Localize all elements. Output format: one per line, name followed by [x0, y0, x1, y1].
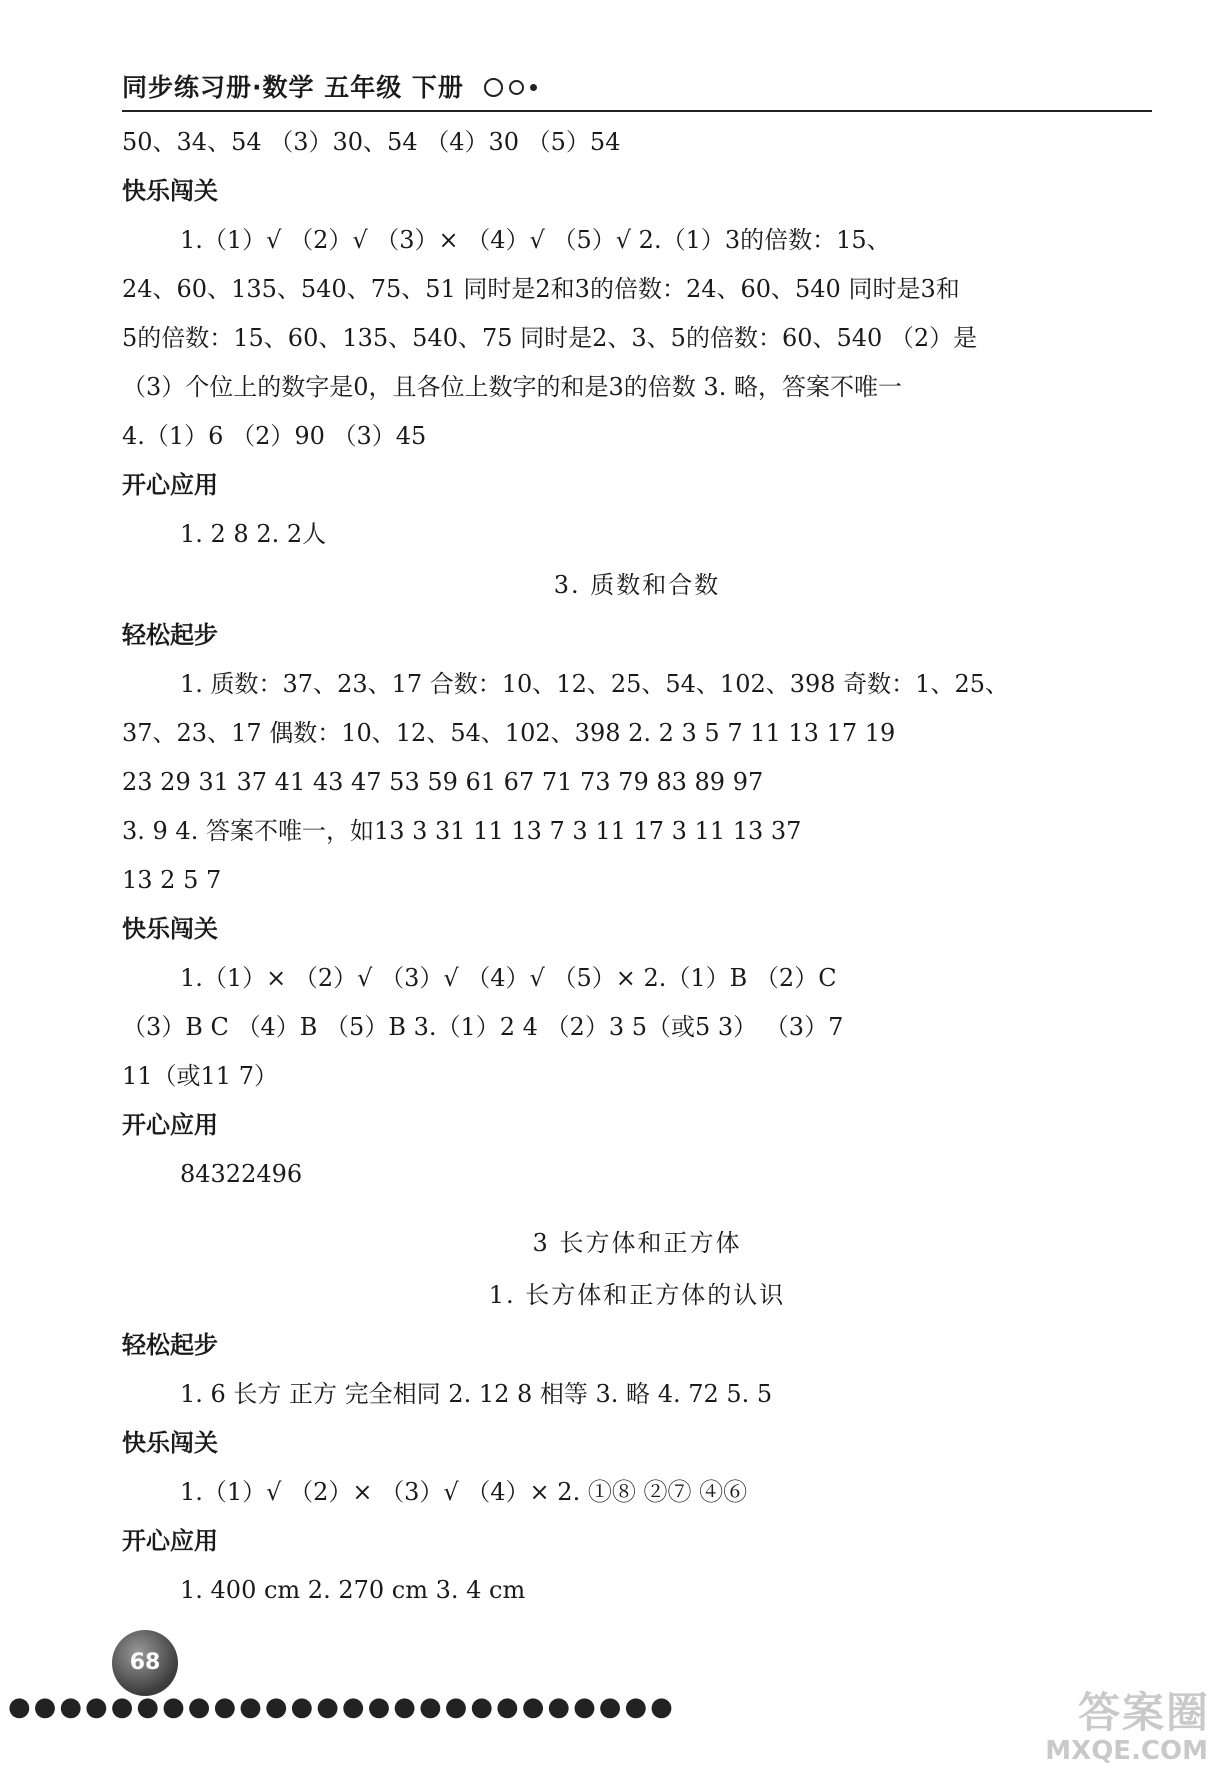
answer-line: 50、34、54 （3）30、54 （4）30 （5）54 [122, 128, 621, 156]
answer-line: 1. 6 长方 正方 完全相同 2. 12 8 相等 3. 略 4. 72 5. 5 [180, 1380, 773, 1408]
section-heading: 轻松起步 [122, 621, 218, 649]
answer-line: 1.（1）√ （2）× （3）√ （4）× 2. ①⑧ ②⑦ ④⑥ [180, 1478, 748, 1506]
section-heading: 快乐闯关 [122, 177, 218, 205]
section-heading: 快乐闯关 [122, 1429, 218, 1457]
lesson-title: 1. 长方体和正方体的认识 [488, 1281, 786, 1309]
answer-line: 5的倍数：15、60、135、540、75 同时是2、3、5的倍数：60、540 （2）是 [122, 324, 978, 352]
answer-line: 1.（1）√ （2）√ （3）× （4）√ （5）√ 2.（1）3的倍数：15、 [180, 226, 891, 254]
section-heading: 轻松起步 [122, 1331, 218, 1359]
answer-line: 13 2 5 7 [122, 866, 222, 894]
answer-line: （3）个位上的数字是0，且各位上数字的和是3的倍数 3. 略，答案不唯一 [122, 373, 902, 401]
answer-line: 84322496 [180, 1160, 303, 1188]
answer-content [122, 118, 1152, 1615]
answer-line: 11（或11 7） [122, 1062, 278, 1090]
circle-icon [484, 78, 503, 97]
header-decoration [484, 78, 537, 97]
unit-title: 3 长方体和正方体 [532, 1229, 742, 1257]
dot-icon [530, 84, 537, 91]
watermark-url: MXQE.COM [1045, 1736, 1208, 1766]
watermark-logo: 答案圈 [1077, 1688, 1210, 1737]
section-heading: 快乐闯关 [122, 915, 218, 943]
section-heading: 开心应用 [122, 471, 218, 499]
answer-line: 3. 9 4. 答案不唯一，如13 3 31 11 13 7 3 11 17 3 11 13 37 [122, 817, 802, 845]
lesson-title: 3. 质数和合数 [553, 571, 721, 599]
answer-line: 37、23、17 偶数：10、12、54、102、398 2. 2 3 5 7 11 13 17 19 [122, 719, 896, 747]
circle-icon [509, 80, 524, 95]
answer-line: 1. 质数：37、23、17 合数：10、12、25、54、102、398 奇数：1、25、 [180, 670, 1009, 698]
section-heading: 开心应用 [122, 1111, 218, 1139]
book-title: 同步练习册·数学 五年级 下册 [122, 73, 464, 102]
page-header [122, 68, 1152, 112]
answer-line: 1. 2 8 2. 2人 [180, 520, 327, 548]
answer-line: 4.（1）6 （2）90 （3）45 [122, 422, 427, 450]
answer-line: 1.（1）× （2）√ （3）√ （4）√ （5）× 2.（1）B （2）C [180, 964, 837, 992]
answer-line: 1. 400 cm 2. 270 cm 3. 4 cm [180, 1576, 526, 1604]
page-footer [0, 1630, 676, 1722]
page-number: 68 [112, 1630, 178, 1696]
answer-line: 24、60、135、540、75、51 同时是2和3的倍数：24、60、540 同时是3和 [122, 275, 960, 303]
answer-line: （3）B C （4）B （5）B 3.（1）2 4 （2）3 5（或5 3） （3）7 [122, 1013, 844, 1041]
section-heading: 开心应用 [122, 1527, 218, 1555]
dotted-rule: ●●●●●●●●●●●●●●●●●●●●●●●●●● [8, 1692, 676, 1722]
answer-line: 23 29 31 37 41 43 47 53 59 61 67 71 73 79 83 89 97 [122, 768, 764, 796]
